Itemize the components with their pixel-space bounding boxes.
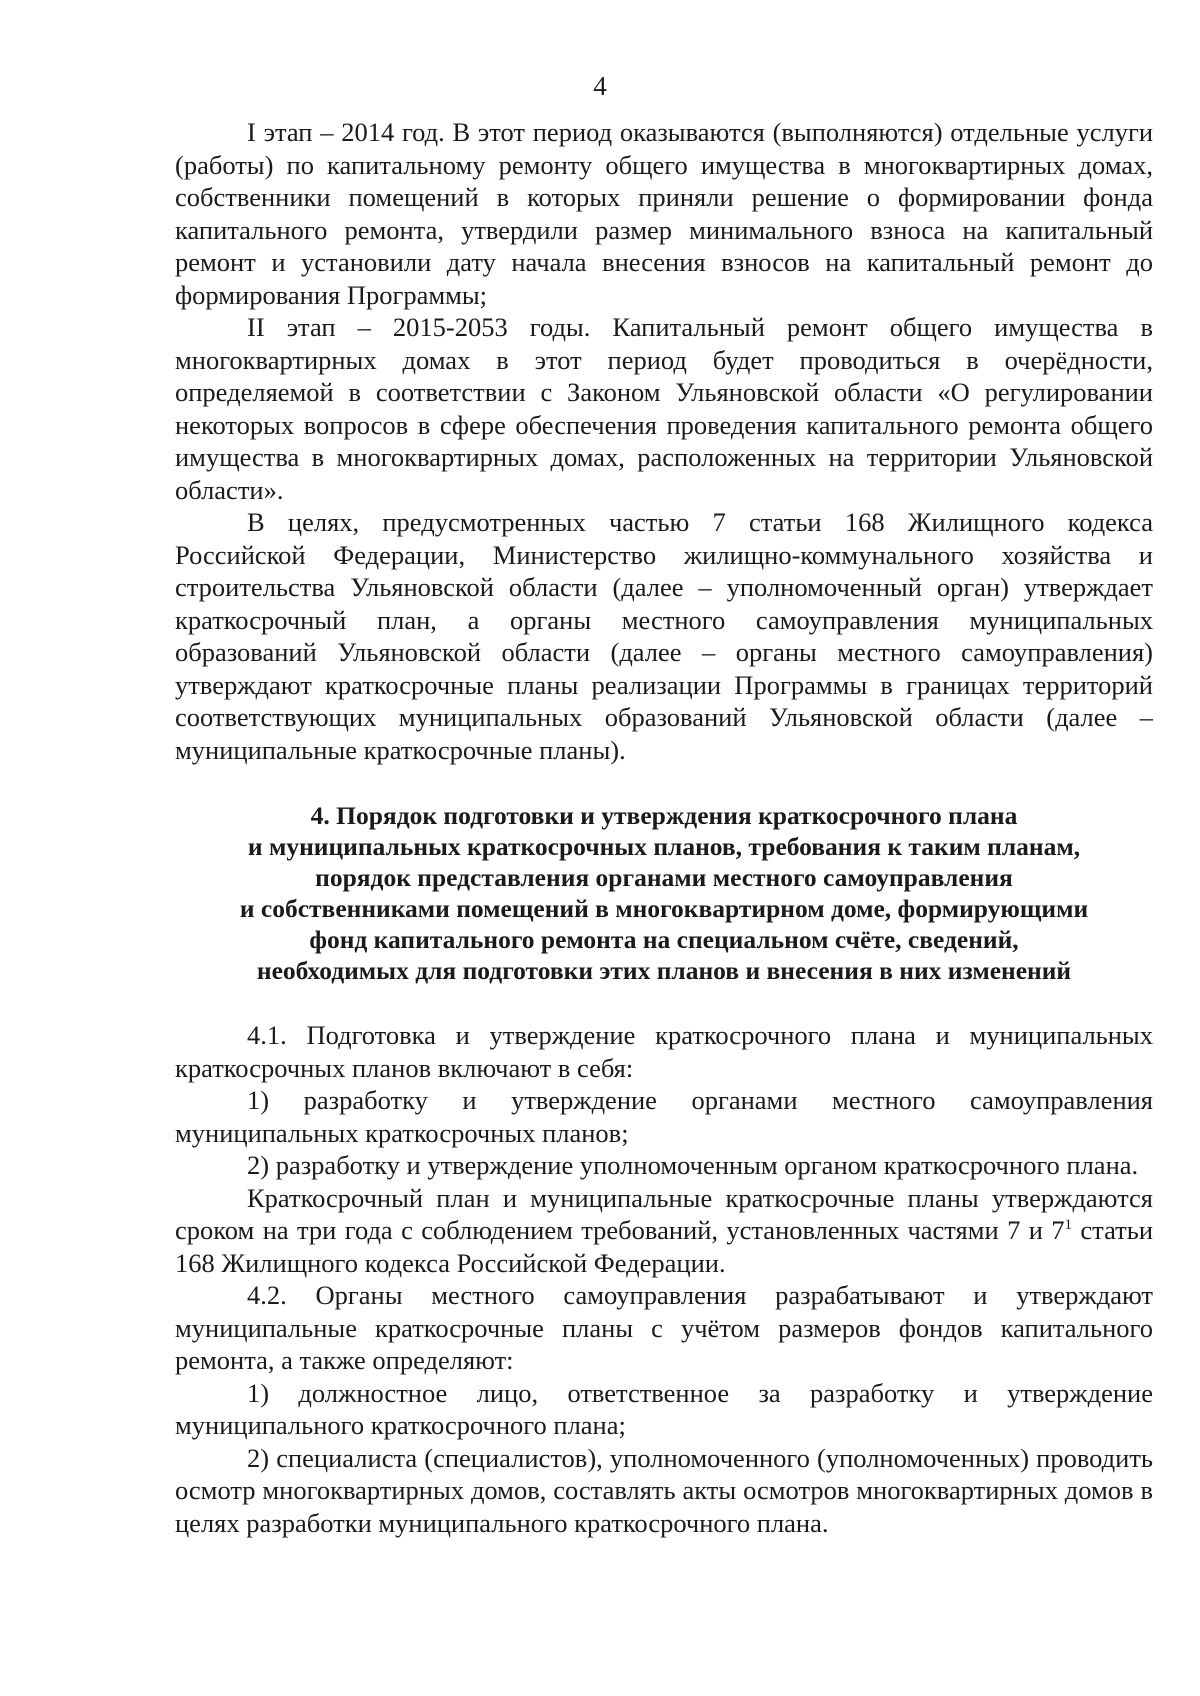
paragraph-stage-1: I этап – 2014 год. В этот период оказываются (выполняются) отдельные услуги (работы) по капитальному ремонту общего имущества в многоквартирных домах, собственники помещений в которых приняли решение о формировании фонда капитального ремонта, утвердили размер минимального взноса на капитальный ремонт и установили дату начала внесения взносов на капитальный ремонт до формирования Программы;: [175, 117, 1153, 310]
section-heading-line: необходимых для подготовки этих планов и внесения в них изменений: [256, 956, 1072, 985]
paragraph-4-2: 4.2. Органы местного самоуправления разрабатывают и утверждают муниципальные краткосрочные планы с учётом размеров фондов капитального ремонта, а также определяют:: [175, 1280, 1153, 1375]
paragraph-approval-term: [175, 1182, 1153, 1280]
paragraph-4-1-item-1: 1) разработку и утверждение органами местного самоуправления муниципальных краткосрочных планов;: [175, 1085, 1153, 1148]
document-body: [175, 116, 1153, 1539]
paragraph-4-1-item-2: 2) разработку и утверждение уполномоченным органом краткосрочного плана.: [247, 1150, 1139, 1180]
paragraph-4-2-item-2: 2) специалиста (специалистов), уполномоченного (уполномоченных) проводить осмотр многоквартирных домов, составлять акты осмотров многоквартирных домов в целях разработки муниципального краткосрочного плана.: [175, 1442, 1153, 1538]
paragraph-4-2-item-1: 1) должностное лицо, ответственное за разработку и утверждение муниципального краткосрочного плана;: [175, 1377, 1153, 1440]
paragraph-stage-2: II этап – 2015-2053 годы. Капитальный ремонт общего имущества в многоквартирных домах в этот период будет проводиться в очерёдности, определяемой в соответствии с Законом Ульяновской области «О регулировании некоторых вопросов в сфере обеспечения проведения капитального ремонта общего имущества в многоквартирных домах, расположенных на территории Ульяновской области».: [175, 312, 1153, 505]
paragraph-purposes: В целях, предусмотренных частью 7 статьи 168 Жилищного кодекса Российской Федерации, Министерство жилищно-коммунального хозяйства и строительства Ульяновской области (далее – уполномоченный орган) утверждает краткосрочный план, а органы местного самоуправления муниципальных образований Ульяновской области (далее – органы местного самоуправления) утверждают краткосрочные планы реализации Программы в границах территорий соответствующих муниципальных образований Ульяновской области (далее – муниципальные краткосрочные планы).: [175, 507, 1153, 765]
paragraph-4-1: 4.1. Подготовка и утверждение краткосрочного плана и муниципальных краткосрочных планов включают в себя:: [175, 1020, 1153, 1083]
approval-text-start: Краткосрочный план и муниципальные краткосрочные планы утверждаются сроком на три года с соблюдением требований, установленных частями 7 и 7: [175, 1182, 1153, 1245]
section-heading-line: и муниципальных краткосрочных планов, требования к таким планам,: [247, 832, 1081, 861]
approval-text-end: статьи 168 Жилищного кодекса Российской Федерации.: [175, 1215, 1154, 1278]
approval-superscript: 1: [1064, 1217, 1073, 1234]
section-heading-line: фонд капитального ремонта на специальном счёте, сведений,: [309, 925, 1019, 954]
section-heading-line: 4. Порядок подготовки и утверждения краткосрочного плана: [310, 801, 1018, 830]
section-heading-line: порядок представления органами местного самоуправления: [315, 863, 1013, 892]
page-number: 4: [593, 71, 607, 101]
section-heading: [175, 800, 1153, 986]
section-heading-line: и собственниками помещений в многоквартирном доме, формирующими: [239, 894, 1089, 923]
